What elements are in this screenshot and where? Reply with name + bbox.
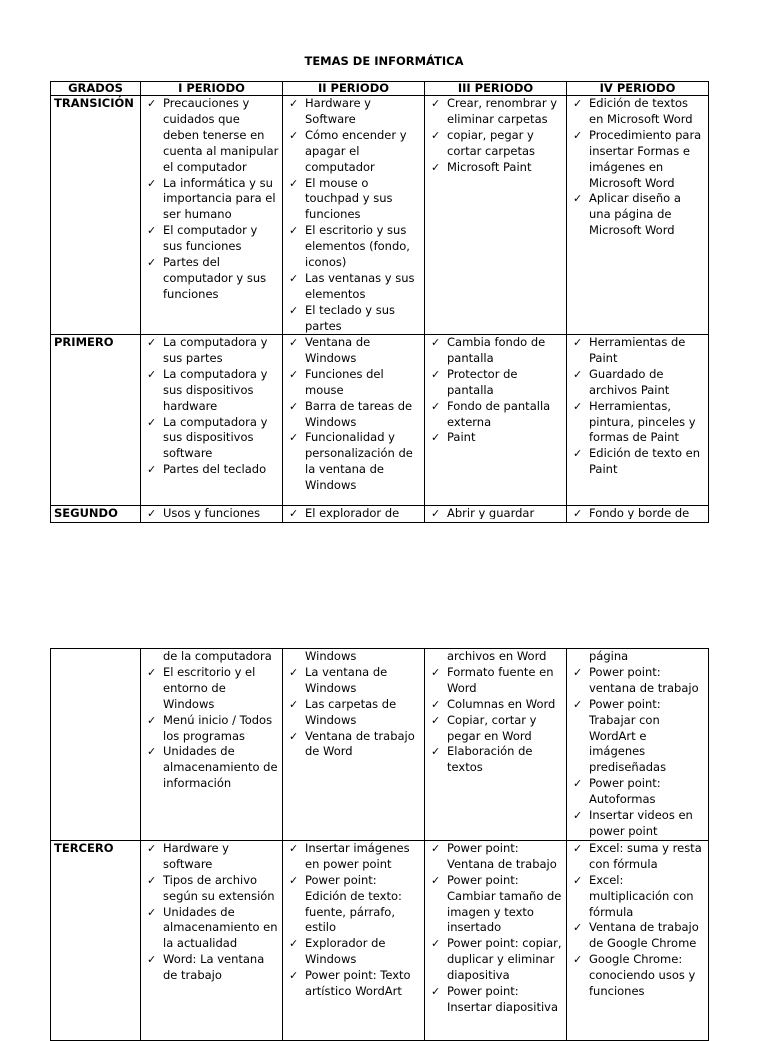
check-icon: ✓ [147, 224, 157, 238]
topic-text: Edición de textos en Microsoft Word [589, 96, 693, 126]
check-icon: ✓ [147, 176, 157, 190]
topic-text: Protector de pantalla [447, 366, 518, 397]
topic-text: Columnas en Word [447, 696, 556, 711]
topic-item [428, 665, 563, 697]
topic-item [286, 399, 421, 431]
topic-list [428, 96, 563, 176]
topic-item [428, 160, 563, 176]
period-cell [567, 335, 709, 506]
check-icon: ✓ [431, 128, 441, 142]
topic-list [428, 841, 563, 1016]
topic-text: Fondo y borde de [589, 506, 690, 519]
period-cell [567, 840, 709, 1040]
topic-item [286, 729, 421, 761]
check-icon: ✓ [289, 336, 299, 349]
check-icon: ✓ [289, 841, 299, 855]
topic-text: Hardware y Software [305, 96, 371, 126]
topic-item [144, 367, 279, 415]
continued-text: Windows [305, 649, 357, 663]
check-icon: ✓ [289, 367, 299, 381]
topic-list [144, 665, 279, 792]
topic-list [286, 665, 421, 760]
check-icon: ✓ [289, 303, 299, 317]
topic-item [428, 936, 563, 984]
topic-list [428, 506, 563, 519]
topic-text: Power point: Insertar diapositiva [447, 984, 559, 1014]
check-icon: ✓ [289, 729, 299, 743]
topic-item [286, 271, 421, 303]
check-icon: ✓ [147, 97, 157, 110]
check-icon: ✓ [431, 841, 441, 855]
check-icon: ✓ [431, 336, 441, 349]
topic-item [428, 506, 563, 519]
check-icon: ✓ [431, 97, 441, 110]
topic-item [286, 936, 421, 968]
topic-text: El mouse o touchpad y sus funciones [305, 175, 393, 222]
check-icon: ✓ [289, 665, 299, 679]
check-icon: ✓ [431, 160, 441, 174]
grade-row [51, 96, 709, 335]
topic-text: Partes del computador y sus funciones [163, 255, 267, 301]
grade-cell [51, 649, 141, 841]
topic-text: Precauciones y cuidados que deben tenerse en cuenta al manipular el computador [163, 96, 279, 174]
topic-list [286, 506, 421, 519]
header-row [51, 82, 709, 96]
topic-text: Herramientas de Paint [589, 335, 686, 365]
period-cell-content [144, 335, 279, 478]
topic-text: Explorador de Windows [305, 936, 386, 967]
check-icon: ✓ [573, 841, 583, 855]
check-icon: ✓ [573, 809, 583, 823]
topic-item [428, 713, 563, 745]
period-cell [141, 649, 283, 841]
check-icon: ✓ [431, 399, 441, 413]
topic-item [428, 697, 563, 713]
check-icon: ✓ [573, 97, 583, 110]
topic-text: Elaboración de textos [447, 744, 533, 775]
topic-text: La ventana de Windows [305, 664, 388, 695]
topic-item [570, 841, 705, 873]
period-cell [283, 649, 425, 841]
topic-text: Google Chrome: conociendo usos y funciones [589, 952, 696, 999]
topic-list [428, 335, 563, 446]
period-cell-content [570, 96, 705, 334]
period-cell-content [428, 96, 563, 334]
continued-text: de la computadora [163, 649, 272, 663]
topic-item [144, 96, 279, 176]
check-icon: ✓ [289, 399, 299, 413]
check-icon: ✓ [289, 873, 299, 887]
header-period-2: II PERIODO [283, 82, 425, 96]
topic-text: Microsoft Paint [447, 159, 532, 174]
topic-item [286, 303, 421, 334]
period-cell-content [286, 841, 421, 1031]
period-cell [283, 840, 425, 1040]
grade-row [51, 335, 709, 506]
check-icon: ✓ [289, 128, 299, 142]
check-icon: ✓ [431, 665, 441, 679]
topic-text: El escritorio y el entorno de Windows [163, 664, 256, 711]
document-title: TEMAS DE INFORMÁTICA [304, 54, 464, 68]
topic-text: Power point: copiar, duplicar y eliminar diapositiva [447, 936, 562, 983]
check-icon: ✓ [431, 713, 441, 727]
check-icon: ✓ [289, 969, 299, 983]
check-icon: ✓ [147, 953, 157, 967]
check-icon: ✓ [147, 336, 157, 349]
topic-item [570, 335, 705, 367]
topic-text: Power point: Cambiar tamaño de imagen y texto insertado [447, 872, 562, 935]
topic-item [570, 808, 705, 840]
check-icon: ✓ [147, 415, 157, 429]
topic-item [428, 96, 563, 128]
check-icon: ✓ [147, 745, 157, 759]
topic-item [428, 335, 563, 367]
topic-list [570, 335, 705, 478]
topic-text: Herramientas, pintura, pinceles y formas de Paint [589, 398, 696, 445]
check-icon: ✓ [573, 367, 583, 381]
check-icon: ✓ [573, 665, 583, 679]
period-cell [141, 840, 283, 1040]
topic-item [144, 952, 279, 984]
topic-item [286, 223, 421, 271]
period-cell [283, 506, 425, 523]
topic-text: El computador y sus funciones [163, 223, 258, 254]
topic-text: La informática y su importancia para el ser humano [163, 175, 276, 222]
topic-text: Fondo de pantalla externa [447, 398, 551, 429]
check-icon: ✓ [147, 841, 157, 855]
topic-text: Unidades de almacenamiento de información [163, 744, 278, 791]
topics-table-page-2 [50, 648, 709, 1041]
topic-item [570, 506, 705, 519]
topic-list [144, 96, 279, 303]
period-cell [425, 96, 567, 335]
check-icon: ✓ [573, 697, 583, 711]
topic-text: El teclado y sus partes [305, 302, 395, 333]
topic-item [144, 176, 279, 224]
topic-item [144, 223, 279, 255]
grade-cell: SEGUNDO [51, 506, 141, 523]
topic-item [570, 697, 705, 777]
topic-item [428, 841, 563, 873]
topic-text: Word: La ventana de trabajo [163, 952, 265, 983]
check-icon: ✓ [573, 447, 583, 461]
check-icon: ✓ [289, 937, 299, 951]
topic-text: Power point: Texto artístico WordArt [305, 968, 411, 999]
topics-table-page-1 [50, 81, 709, 523]
topic-text: Unidades de almacenamiento en la actualidad [163, 904, 278, 951]
topic-list [144, 506, 279, 519]
topic-text: Cómo encender y apagar el computador [305, 127, 407, 174]
topic-item [144, 335, 279, 367]
check-icon: ✓ [573, 128, 583, 142]
topic-text: Ventana de trabajo de Google Chrome [589, 920, 699, 951]
topic-text: Insertar videos en power point [589, 808, 693, 838]
topic-item [144, 255, 279, 303]
topic-item [286, 697, 421, 729]
topic-item [428, 984, 563, 1016]
topic-item [428, 367, 563, 399]
topic-text: Cambia fondo de pantalla [447, 335, 546, 365]
check-icon: ✓ [147, 463, 157, 477]
topic-text: Insertar imágenes en power point [305, 840, 410, 871]
topic-item [286, 96, 421, 128]
check-icon: ✓ [573, 507, 583, 519]
topic-item [570, 191, 705, 239]
check-icon: ✓ [431, 697, 441, 711]
header-period-4: IV PERIODO [567, 82, 709, 96]
topic-list [286, 96, 421, 334]
period-cell [283, 335, 425, 506]
topic-text: copiar, pegar y cortar carpetas [447, 127, 536, 158]
check-icon: ✓ [289, 97, 299, 110]
check-icon: ✓ [431, 507, 441, 519]
topic-text: Funciones del mouse [305, 366, 384, 397]
topic-item [144, 744, 279, 792]
topic-item [144, 462, 279, 478]
header-grados: GRADOS [51, 82, 141, 96]
period-cell-content [428, 841, 563, 1031]
topic-item [144, 415, 279, 463]
topic-item [286, 430, 421, 494]
check-icon: ✓ [289, 271, 299, 285]
topic-text: El explorador de [305, 506, 400, 519]
topic-item [428, 430, 563, 446]
topic-item [286, 665, 421, 697]
period-cell-content [286, 96, 421, 334]
continued-text: página [589, 649, 629, 663]
topic-text: Excel: suma y resta con fórmula [589, 840, 702, 871]
topic-text: Hardware y software [163, 840, 229, 871]
period-cell [425, 649, 567, 841]
check-icon: ✓ [573, 921, 583, 935]
check-icon: ✓ [289, 507, 299, 519]
topic-list [570, 665, 705, 840]
topic-item [570, 665, 705, 697]
topic-text: Ventana de trabajo de Word [305, 728, 415, 759]
topic-text: Power point: Autoformas [589, 776, 661, 807]
period-cell [283, 96, 425, 335]
period-cell-content [286, 335, 421, 494]
topic-item [286, 176, 421, 224]
topic-item [286, 873, 421, 937]
topic-list [144, 841, 279, 984]
topic-text: Guardado de archivos Paint [589, 366, 670, 397]
period-cell [141, 335, 283, 506]
period-cell [567, 649, 709, 841]
period-cell-content [144, 96, 279, 334]
check-icon: ✓ [431, 873, 441, 887]
period-cell [141, 506, 283, 523]
topic-list [428, 665, 563, 776]
topic-text: La computadora y sus partes [163, 335, 268, 365]
check-icon: ✓ [573, 777, 583, 791]
check-icon: ✓ [431, 985, 441, 999]
topic-item [144, 905, 279, 953]
check-icon: ✓ [147, 256, 157, 270]
topic-text: Edición de texto en Paint [589, 446, 701, 477]
topic-text: Abrir y guardar [447, 506, 535, 519]
topic-text: Procedimiento para insertar Formas e imágenes en Microsoft Word [589, 127, 702, 190]
check-icon: ✓ [147, 665, 157, 679]
grade-row [51, 506, 709, 523]
check-icon: ✓ [573, 192, 583, 206]
header-period-1: I PERIODO [141, 82, 283, 96]
period-cell-content [570, 335, 705, 478]
topic-text: Funcionalidad y personalización de la ventana de Windows [305, 430, 413, 493]
check-icon: ✓ [573, 399, 583, 413]
topic-item [428, 873, 563, 937]
topic-text: Power point: Ventana de trabajo [447, 840, 557, 871]
topic-item [570, 873, 705, 921]
topic-list [286, 335, 421, 494]
topic-item [286, 367, 421, 399]
topic-item [144, 713, 279, 745]
period-cell-content [286, 506, 421, 519]
topic-text: Las carpetas de Windows [305, 696, 397, 727]
check-icon: ✓ [431, 367, 441, 381]
topic-text: Barra de tareas de Windows [305, 398, 413, 429]
topic-item [570, 952, 705, 1000]
period-cell [567, 96, 709, 335]
check-icon: ✓ [573, 336, 583, 349]
check-icon: ✓ [147, 873, 157, 887]
period-cell-content [144, 506, 279, 519]
topic-text: Partes del teclado [163, 462, 267, 477]
grade-cell: TRANSICIÓN [51, 96, 141, 335]
topic-item [570, 920, 705, 952]
topic-text: Paint [447, 430, 476, 445]
topic-item [286, 335, 421, 367]
topic-item [286, 128, 421, 176]
topic-item [286, 841, 421, 873]
topic-item [570, 399, 705, 447]
grade-row-continued [51, 649, 709, 841]
topic-item [428, 399, 563, 431]
topic-item [570, 776, 705, 808]
grade-row [51, 840, 709, 1040]
topic-list [570, 506, 705, 519]
period-cell-content [428, 506, 563, 519]
topic-text: Power point: ventana de trabajo [589, 664, 699, 695]
topic-list [570, 96, 705, 239]
check-icon: ✓ [147, 905, 157, 919]
topic-item [570, 367, 705, 399]
topic-list [286, 841, 421, 1000]
check-icon: ✓ [147, 713, 157, 727]
period-cell [425, 506, 567, 523]
period-cell [425, 840, 567, 1040]
topic-text: Aplicar diseño a una página de Microsoft Word [589, 191, 681, 238]
topic-text: Formato fuente en Word [447, 664, 554, 695]
topic-item [570, 446, 705, 478]
topic-text: Power point: Trabajar con WordArt e imágenes prediseñadas [589, 696, 667, 775]
check-icon: ✓ [431, 431, 441, 445]
continued-text: archivos en Word [447, 649, 547, 663]
topic-item [286, 506, 421, 519]
period-cell-content [570, 506, 705, 519]
period-cell [141, 96, 283, 335]
topic-text: Ventana de Windows [305, 335, 371, 365]
topic-text: Excel: multiplicación con fórmula [589, 872, 694, 919]
topic-text: El escritorio y sus elementos (fondo, iconos) [305, 223, 410, 270]
topic-list [570, 841, 705, 1000]
grade-cell: PRIMERO [51, 335, 141, 506]
topic-text: Tipos de archivo según su extensión [163, 872, 275, 903]
topic-item [144, 841, 279, 873]
period-cell-content [428, 335, 563, 446]
period-cell-content [144, 841, 279, 1031]
check-icon: ✓ [289, 176, 299, 190]
check-icon: ✓ [289, 224, 299, 238]
check-icon: ✓ [289, 697, 299, 711]
topic-text: Copiar, cortar y pegar en Word [447, 712, 537, 743]
check-icon: ✓ [289, 431, 299, 445]
topic-text: La computadora y sus dispositivos hardware [163, 366, 268, 413]
topic-text: Menú inicio / Todos los programas [163, 712, 273, 743]
check-icon: ✓ [431, 937, 441, 951]
check-icon: ✓ [147, 507, 157, 519]
topic-item [570, 96, 705, 128]
check-icon: ✓ [573, 873, 583, 887]
check-icon: ✓ [431, 745, 441, 759]
topic-text: Usos y funciones [163, 506, 261, 519]
check-icon: ✓ [573, 953, 583, 967]
topic-text: Crear, renombrar y eliminar carpetas [447, 96, 558, 126]
check-icon: ✓ [147, 367, 157, 381]
grade-cell: TERCERO [51, 840, 141, 1040]
period-cell [425, 335, 567, 506]
topic-item [428, 128, 563, 160]
topic-text: Las ventanas y sus elementos [305, 270, 415, 301]
topic-item [144, 506, 279, 519]
topic-text: Power point: Edición de texto: fuente, párrafo, estilo [305, 872, 402, 935]
topic-item [286, 968, 421, 1000]
period-cell-content [570, 841, 705, 1031]
topic-text: La computadora y sus dispositivos software [163, 414, 268, 461]
period-cell [567, 506, 709, 523]
header-period-3: III PERIODO [425, 82, 567, 96]
topic-item [570, 128, 705, 192]
topic-item [144, 665, 279, 713]
topic-list [144, 335, 279, 478]
topic-item [144, 873, 279, 905]
topic-item [428, 744, 563, 776]
